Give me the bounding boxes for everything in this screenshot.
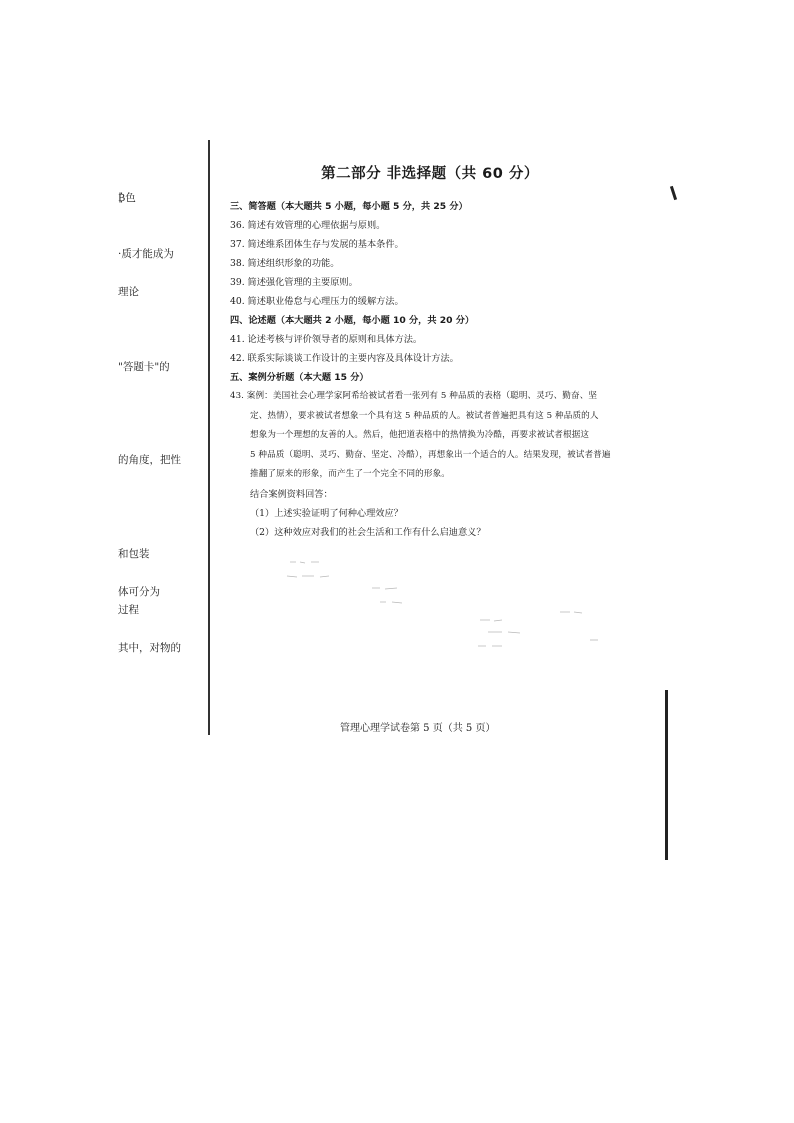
exam-content [230, 162, 630, 542]
page-footer: 管理心理学试卷第 5 页（共 5 页） [340, 723, 496, 734]
part-title: 第二部分 非选择题（共 60 分） [321, 166, 539, 182]
left-fragment: "答题卡"的 [118, 361, 170, 373]
left-fragment: 和包装 [118, 548, 150, 560]
case-prompt: 结合案例资料回答： [250, 488, 333, 500]
scan-edge-mark [670, 186, 677, 200]
question-item: 39. 简述强化管理的主要原则。 [230, 277, 358, 288]
question-item: 36. 简述有效管理的心理依据与原则。 [230, 220, 386, 231]
left-fragment: 理论 [118, 286, 139, 298]
sub-question: （1）上述实验证明了何种心理效应？ [250, 507, 403, 519]
section-heading-essay: 四、论述题（本大题共 2 小题，每小题 10 分，共 20 分） [230, 315, 475, 326]
question-item: 40. 简述职业倦怠与心理压力的缓解方法。 [230, 296, 404, 307]
case-line: 推翻了原来的形象，而产生了一个完全不同的形象。 [250, 469, 450, 479]
left-page-fragments [0, 0, 200, 1123]
case-line: 5 种品质（聪明、灵巧、勤奋、坚定、冷酷），再想象出一个适合的人。结果发现，被试者普遍 [250, 449, 611, 460]
question-item: 41. 论述考核与评价领导者的原则和具体方法。 [230, 334, 423, 345]
scan-edge-line [665, 690, 668, 860]
left-fragment: 过程 [118, 604, 139, 616]
case-line: 想象为一个理想的友善的人。然后，他把道表格中的热情换为冷酷，再要求被试者根据这 [250, 430, 590, 440]
question-item: 37. 简述维系团体生存与发展的基本条件。 [230, 239, 404, 250]
left-fragment: 其中，对物的 [118, 642, 181, 654]
question-item: 42. 联系实际谈谈工作设计的主要内容及具体设计方法。 [230, 353, 459, 364]
left-fragment: ·质才能成为 [118, 248, 174, 260]
left-fragment: 的角度，把性 [118, 454, 181, 466]
left-fragment: ₿色 [118, 192, 136, 204]
section-heading-short-answer: 三、简答题（本大题共 5 小题，每小题 5 分，共 25 分） [230, 201, 468, 212]
case-line: 43. 案例：美国社会心理学家阿希给被试者看一张列有 5 种品质的表格（聪明、灵巧、勤奋、坚 [230, 391, 598, 401]
sub-question: （2）这种效应对我们的社会生活和工作有什么启迪意义？ [250, 526, 486, 538]
case-paragraph [230, 387, 630, 485]
left-fragment: 体可分为 [118, 586, 160, 598]
page-divider-line [208, 140, 210, 735]
section-heading-case-analysis: 五、案例分析题（本大题 15 分） [230, 372, 369, 383]
case-line: 定、热情），要求被试者想象一个具有这 5 种品质的人。被试者普遍把具有这 5 种品质的人 [250, 410, 599, 421]
question-item: 38. 简述组织形象的功能。 [230, 258, 340, 269]
